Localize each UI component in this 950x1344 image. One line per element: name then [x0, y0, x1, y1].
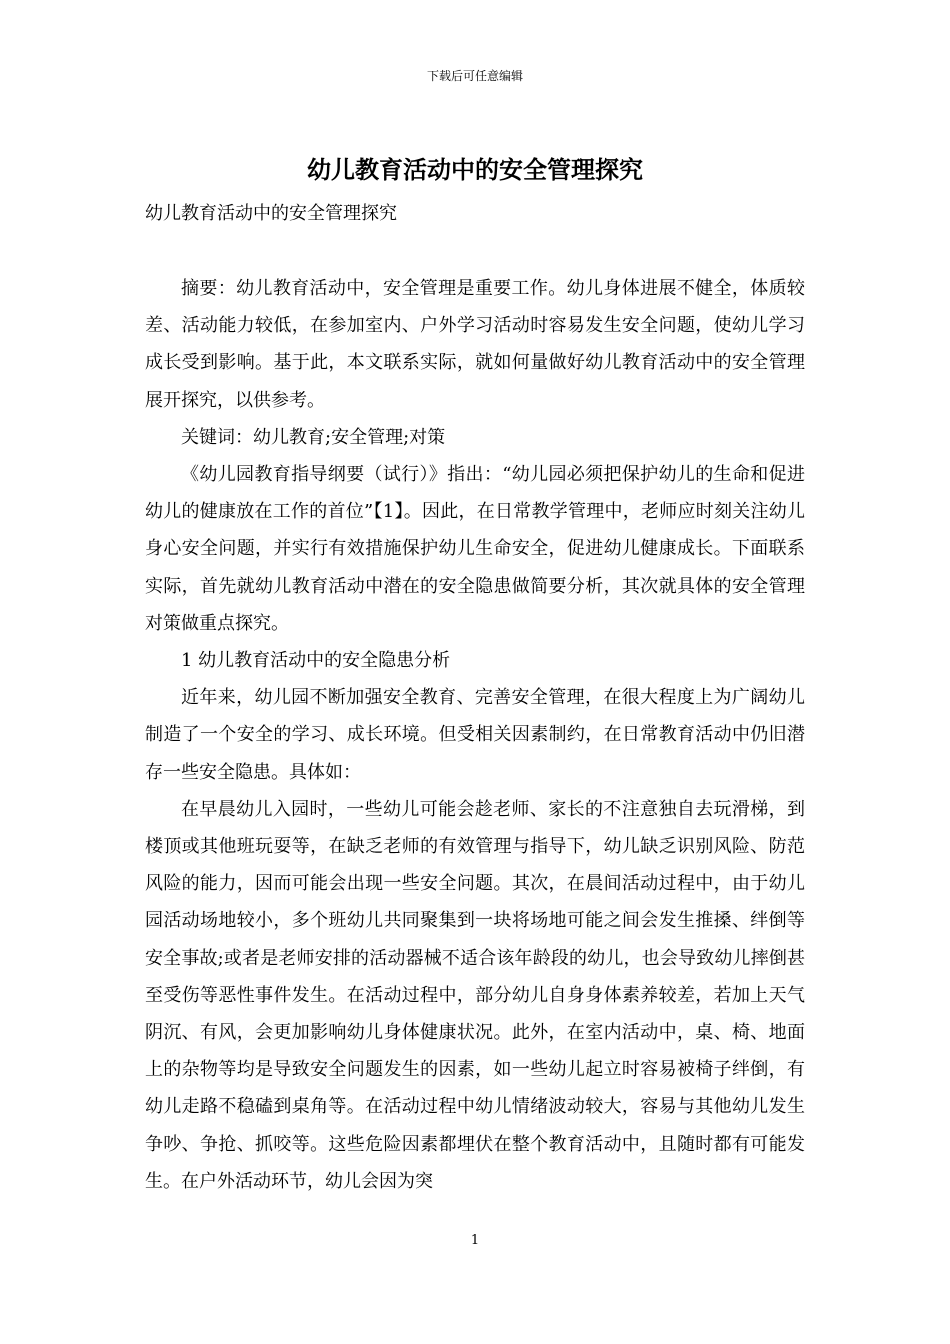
section-heading: 1 幼儿教育活动中的安全隐患分析	[181, 650, 451, 672]
keywords-paragraph: 关键词：幼儿教育;安全管理;对策	[181, 426, 446, 448]
intro-paragraph: 《幼儿园教育指导纲要（试行）》指出：“幼儿园必须把保护幼儿的生命和促进幼儿的健康放在工作的首位”【1】。因此，在日常教学管理中，老师应时刻关注幼儿身心安全问题，并实行有效措施保护幼儿生命安全，促进幼儿健康成长。下面联系实际，首先就幼儿教育活动中潜在的安全隐患做简要分析，其次就具体的安全管理对策做重点探究。	[145, 464, 805, 634]
page-number: 1	[470, 1233, 480, 1248]
document-subtitle: 幼儿教育活动中的安全管理探究	[145, 203, 397, 224]
document-title: 幼儿教育活动中的安全管理探究	[307, 155, 643, 184]
body-paragraph: 在早晨幼儿入园时，一些幼儿可能会趁老师、家长的不注意独自去玩滑梯，到楼顶或其他班玩耍等，在缺乏老师的有效管理与指导下，幼儿缺乏识别风险、防范风险的能力，因而可能会出现一些安全问题。其次，在晨间活动过程中，由于幼儿园活动场地较小，多个班幼儿共同聚集到一块将场地可能之间会发生推搡、绊倒等安全事故;或者是老师安排的活动器械不适合该年龄段的幼儿，也会导致幼儿摔倒甚至受伤等恶性事件发生。在活动过程中，部分幼儿自身身体素养较差，若加上天气阴沉、有风，会更加影响幼儿身体健康状况。此外，在室内活动中，桌、椅、地面上的杂物等均是导致安全问题发生的因素，如一些幼儿起立时容易被椅子绊倒，有幼儿走路不稳磕到桌角等。在活动过程中幼儿情绪波动较大，容易与其他幼儿发生争吵、争抢、抓咬等。这些危险因素都埋伏在整个教育活动中，且随时都有可能发生。在户外活动环节，幼儿会因为突	[145, 798, 805, 1192]
abstract-paragraph: 摘要：幼儿教育活动中，安全管理是重要工作。幼儿身体进展不健全，体质较差、活动能力较低，在参加室内、户外学习活动时容易发生安全问题，使幼儿学习成长受到影响。基于此，本文联系实际，就如何量做好幼儿教育活动中的安全管理展开探究，以供参考。	[145, 278, 805, 411]
document-body	[145, 270, 805, 1200]
header-note: 下载后可任意编辑	[426, 69, 523, 83]
body-paragraph: 近年来，幼儿园不断加强安全教育、完善安全管理，在很大程度上为广阔幼儿制造了一个安全的学习、成长环境。但受相关因素制约，在日常教育活动中仍旧潜存一些安全隐患。具体如：	[145, 687, 805, 783]
